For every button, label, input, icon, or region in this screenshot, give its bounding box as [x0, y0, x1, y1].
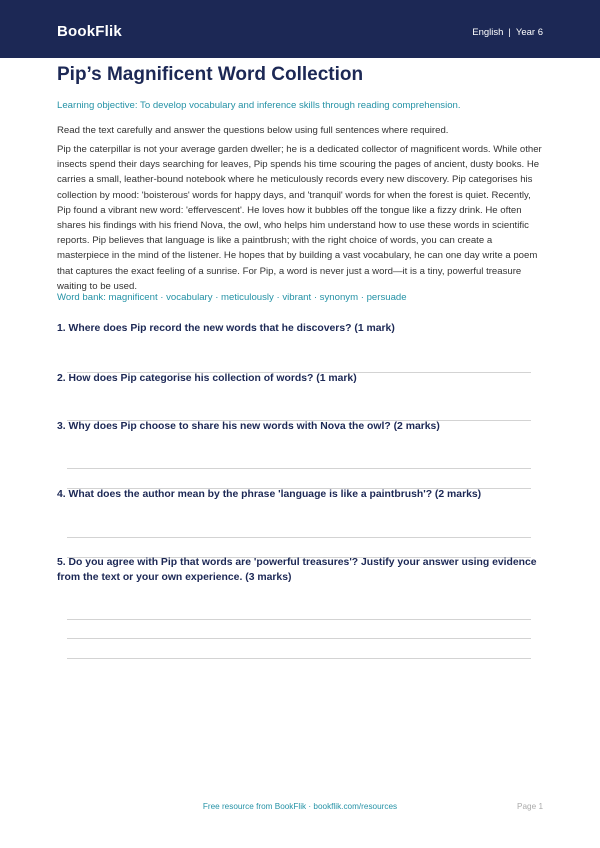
question-4: 4. What does the author mean by the phrase 'language is like a paintbrush'? (2 marks) — [57, 489, 482, 500]
word-bank: Word bank: magnificent · vocabulary · meticulously · vibrant · synonym · persuade — [57, 292, 407, 303]
page-number: Page 1 — [517, 802, 543, 811]
question-2: 2. How does Pip categorise his collection of words? (1 mark) — [57, 373, 357, 384]
subject-year — [472, 27, 543, 38]
footer-link[interactable]: Free resource from BookFlik · bookflik.com/resources — [202, 802, 398, 811]
answer-line[interactable] — [67, 658, 531, 659]
answer-line[interactable] — [67, 619, 531, 620]
year-label: Year 6 — [515, 27, 543, 38]
answer-line[interactable] — [67, 638, 531, 639]
subject-label: English — [472, 27, 504, 38]
learning-objective: Learning objective: To develop vocabulary and inference skills through reading comprehension. — [57, 100, 461, 111]
answer-line[interactable] — [67, 468, 531, 469]
question-3: 3. Why does Pip choose to share his new words with Nova the owl? (2 marks) — [57, 421, 440, 432]
question-1: 1. Where does Pip record the new words that he discovers? (1 mark) — [57, 323, 395, 334]
instructions: Read the text carefully and answer the questions below using full sentences where required. — [57, 125, 449, 136]
meta-separator: | — [508, 27, 511, 38]
brand-logo: BookFlik — [57, 23, 122, 40]
answer-line[interactable] — [67, 537, 531, 538]
reading-passage: Pip the caterpillar is not your average garden dweller; he is a dedicated collector of magnificent words. While other insects spend their days searching for leaves, Pip spends his time scouring the pages of ancient, dusty books. He carries a small, leather-bound notebook where he meticulously records every new discovery. Pip categorises his collection by mood: 'boisterous' words for happy days, and 'tranquil' words for when the forest is quiet. Recently, Pip found a vibrant new word: 'effervescent'. He loves how it bubbles off the tongue like a fizzy drink. He often shares his findings with his friend Nova, the owl, who helps him understand how to use these words in scientific reports. Pip believes that language is like a paintbrush; with the right choice of words, you can create a masterpiece in the mind of the listener. He hopes that by building a vast vocabulary, he can one day write a poem that captures the exact feeling of a sunrise. For Pip, a word is never just a word—it is a tiny, powerful treasure waiting to be used. — [57, 144, 542, 292]
page-title: Pip’s Magnificent Word Collection — [57, 64, 364, 85]
question-5: 5. Do you agree with Pip that words are 'powerful treasures'? Justify your answer using evidence from the text or your own experience. (3 marks) — [57, 557, 537, 583]
page-header — [0, 0, 600, 58]
